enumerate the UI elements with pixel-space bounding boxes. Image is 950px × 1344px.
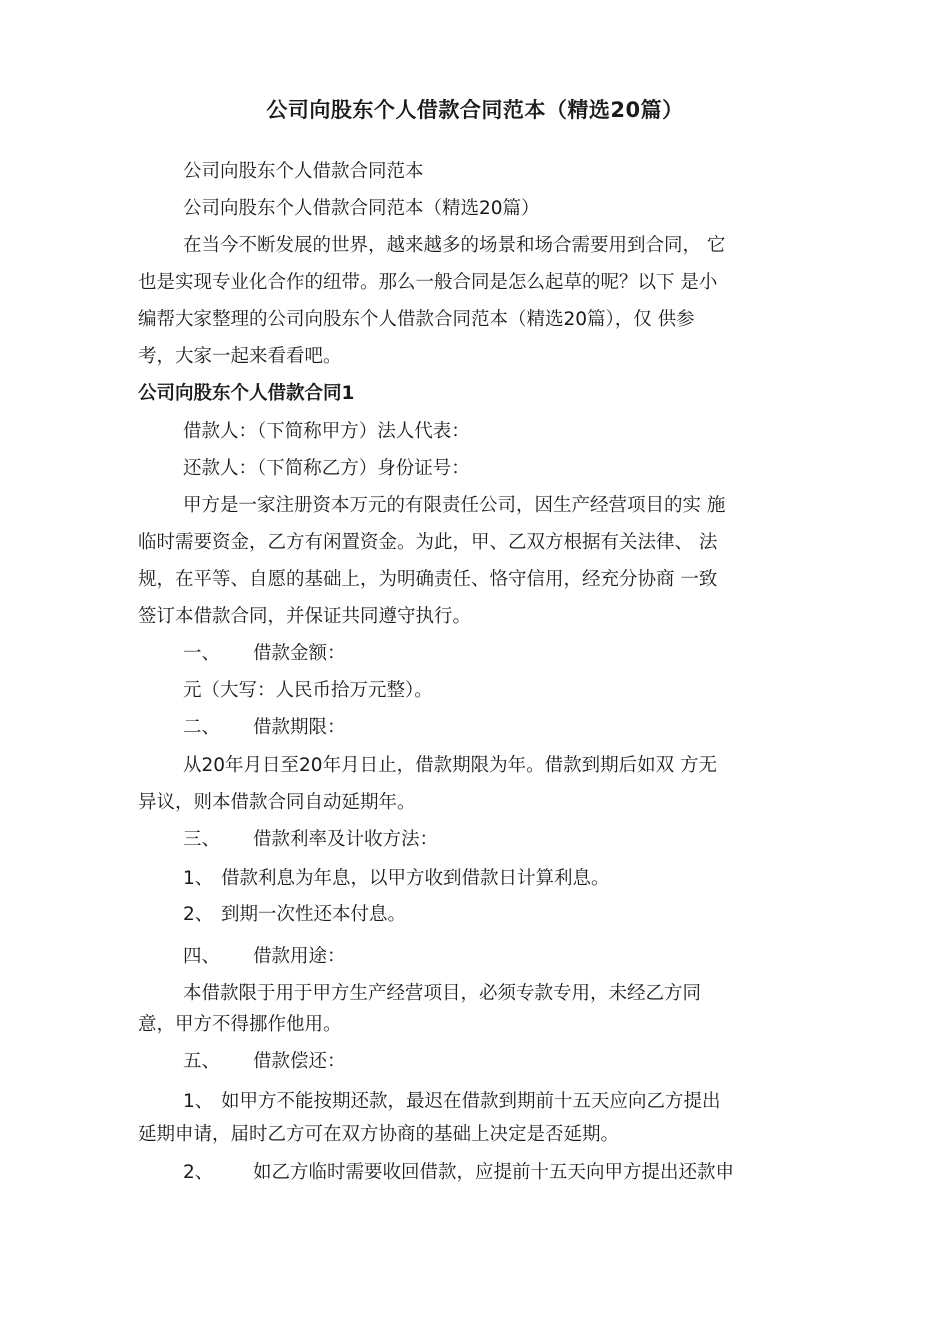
paragraph-line: 意，甲方不得挪作他用。 xyxy=(138,1014,342,1035)
paragraph-line: 规，在平等、自愿的基础上，为明确责任、恪守信用，经充分协商 一致 xyxy=(138,569,718,590)
paragraph-line: 从20年月日至20年月日止，借款期限为年。借款到期后如双 方无 xyxy=(183,755,717,776)
clause-number: 一、 xyxy=(183,643,221,664)
list-item xyxy=(183,1089,721,1115)
list-number: 1、 xyxy=(183,1091,214,1112)
list-number: 1、 xyxy=(183,868,214,889)
clause-heading xyxy=(183,827,438,853)
paragraph-line: 考，大家一起来看看吧。 xyxy=(138,346,342,367)
clause-number: 三、 xyxy=(183,829,221,850)
document-title: 公司向股东个人借款合同范本（精选20篇） xyxy=(266,98,684,122)
clause-label: 借款金额： xyxy=(253,643,346,664)
list-text: 如甲方不能按期还款，最迟在借款到期前十五天应向乙方提出 xyxy=(221,1091,721,1112)
clause-number: 四、 xyxy=(183,946,221,967)
paragraph-line: 本借款限于用于甲方生产经营项目，必须专款专用，未经乙方同 xyxy=(183,983,702,1004)
clause-number: 二、 xyxy=(183,717,221,738)
paragraph-line: 异议，则本借款合同自动延期年。 xyxy=(138,792,416,813)
clause-heading xyxy=(183,944,346,970)
paragraph-line: 延期申请，届时乙方可在双方协商的基础上决定是否延期。 xyxy=(138,1124,620,1145)
paragraph-line: 编帮大家整理的公司向股东个人借款合同范本（精选20篇），仅 供参 xyxy=(138,309,695,330)
clause-label: 借款利率及计收方法： xyxy=(253,829,439,850)
paragraph-line: 也是实现专业化合作的纽带。那么一般合同是怎么起草的呢？以下 是小 xyxy=(138,272,718,293)
list-text: 如乙方临时需要收回借款，应提前十五天向甲方提出还款申 xyxy=(253,1162,735,1183)
paragraph-line: 借款人：（下简称甲方）法人代表： xyxy=(183,421,470,442)
list-number: 2、 xyxy=(183,1162,214,1183)
clause-label: 借款偿还： xyxy=(253,1051,346,1072)
list-text: 到期一次性还本付息。 xyxy=(221,904,407,925)
clause-label: 借款期限： xyxy=(253,717,346,738)
section-heading: 公司向股东个人借款合同1 xyxy=(138,383,355,404)
clause-label: 借款用途： xyxy=(253,946,346,967)
paragraph-line: 还款人：（下简称乙方）身份证号： xyxy=(183,458,470,479)
list-item xyxy=(183,866,610,892)
list-text: 借款利息为年息，以甲方收到借款日计算利息。 xyxy=(221,868,610,889)
paragraph-line: 甲方是一家注册资本万元的有限责任公司，因生产经营项目的实 施 xyxy=(183,495,726,516)
clause-heading xyxy=(183,715,346,741)
clause-heading xyxy=(183,641,346,667)
subtitle-line: 公司向股东个人借款合同范本（精选20篇） xyxy=(183,198,540,219)
paragraph-line: 临时需要资金，乙方有闲置资金。为此，甲、乙双方根据有关法律、 法 xyxy=(138,532,718,553)
clause-heading xyxy=(183,1049,346,1075)
paragraph-line: 在当今不断发展的世界，越来越多的场景和场合需要用到合同， 它 xyxy=(183,235,726,256)
paragraph-line: 元（大写：人民币拾万元整）。 xyxy=(183,680,433,701)
list-item xyxy=(183,1160,734,1186)
list-number: 2、 xyxy=(183,904,214,925)
paragraph-line: 签订本借款合同，并保证共同遵守执行。 xyxy=(138,606,472,627)
subtitle-line: 公司向股东个人借款合同范本 xyxy=(183,161,424,182)
clause-number: 五、 xyxy=(183,1051,221,1072)
list-item xyxy=(183,902,406,928)
